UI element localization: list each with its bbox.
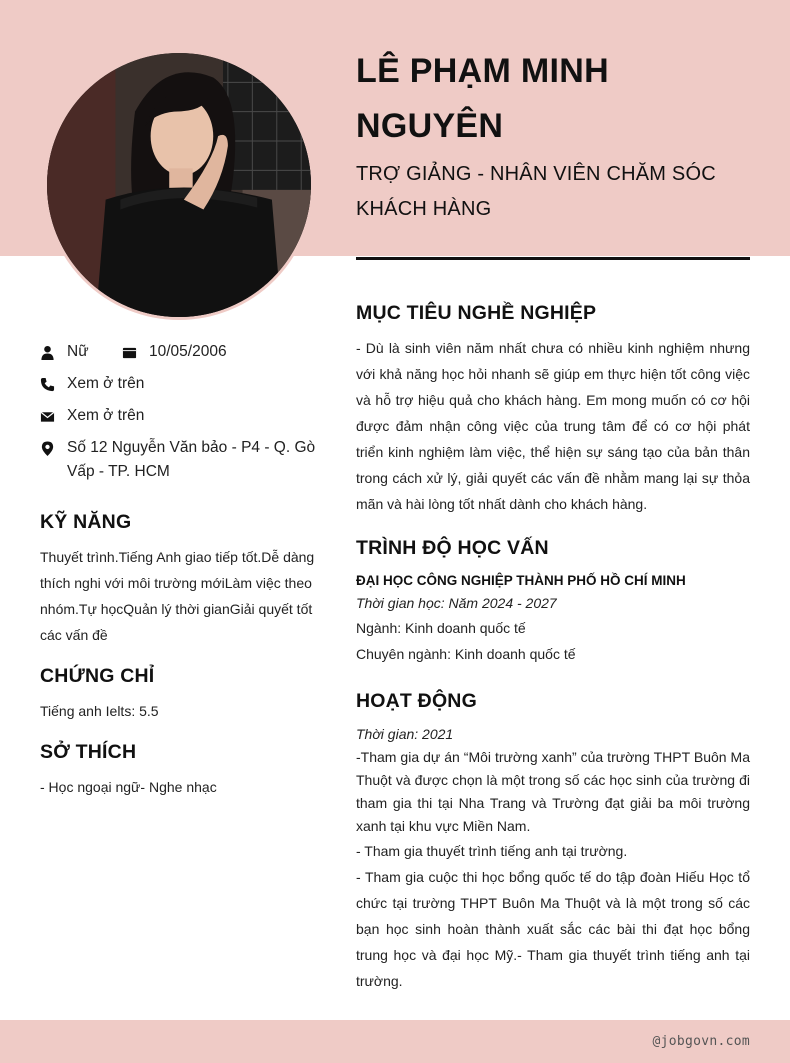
person-icon <box>38 340 56 364</box>
school-name: ĐẠI HỌC CÔNG NGHIỆP THÀNH PHỐ HỒ CHÍ MINH <box>356 573 686 588</box>
candidate-name: LÊ PHẠM MINH NGUYÊN <box>356 52 609 145</box>
hobbies-section <box>40 741 325 800</box>
certificates-title: CHỨNG CHỈ <box>40 665 155 687</box>
skills-section <box>40 511 325 648</box>
calendar-icon <box>120 340 138 364</box>
activity-item: - Tham gia cuộc thi học bổng quốc tế do tập đoàn Hiếu Học tổ chức tại trường THPT Buôn Ma Thuột và là một trong số các bạn học sinh hoàn thành xuất sắc các bài thi đạt học bổng trung học và đại học Mỹ.- Tham gia thuyết trình tiếng anh tại trường. <box>356 869 750 989</box>
location-pin-icon <box>38 436 56 460</box>
address-row <box>38 436 318 484</box>
job-title: TRỢ GIẢNG - NHÂN VIÊN CHĂM SÓC KHÁCH HÀNG <box>356 163 716 220</box>
activity-item: -Tham gia dự án “Môi trường xanh” của trường THPT Buôn Ma Thuột và được chọn là một trong số các học sinh của trường đi tham gia thi tại Nha Trang và Trường đạt giải ba môi trường xanh tại khu vực Miền Nam. <box>356 749 750 834</box>
phone-row <box>38 372 318 396</box>
footer-band <box>0 1020 790 1063</box>
hobbies-text: - Học ngoại ngữ- Nghe nhạc <box>40 779 217 795</box>
skills-title: KỸ NĂNG <box>40 511 132 533</box>
education-title: TRÌNH ĐỘ HỌC VẤN <box>356 537 549 559</box>
profile-photo <box>44 50 314 320</box>
activity-item: - Tham gia thuyết trình tiếng anh tại trường. <box>356 843 628 859</box>
phone-icon <box>38 372 56 396</box>
personal-row <box>38 340 318 364</box>
email: Xem ở trên <box>67 407 145 424</box>
contact-info <box>38 340 318 492</box>
objective-text: - Dù là sinh viên năm nhất chưa có nhiều kinh nghiệm nhưng với khả năng học hỏi nhanh sẽ giúp em thực hiện tốt công việc và hỗ trợ hiệu quả cho khách hàng. Em mong muốn có cơ hội được đảm nhận công việc của trung tâm để có cơ hội phát triển kinh nghiệm làm việc, thể hiện sự sáng tạo của bản thân trong cách xử lý, giải quyết các vấn đề nhằm mang lại sự thỏa mãn và hài lòng tốt nhất dành cho khách hàng. <box>356 340 750 512</box>
activities-title: HOẠT ĐỘNG <box>356 690 477 712</box>
certificates-section <box>40 665 325 724</box>
objective-title: MỤC TIÊU NGHỀ NGHIỆP <box>356 302 597 324</box>
title-divider <box>356 257 750 260</box>
email-row <box>38 404 318 428</box>
birthdate: 10/05/2006 <box>149 343 227 360</box>
mail-icon <box>38 404 56 428</box>
address: Số 12 Nguyễn Văn bảo - P4 - Q. Gò Vấp - TP. HCM <box>67 439 316 480</box>
certificates-text: Tiếng anh Ielts: 5.5 <box>40 703 159 719</box>
education-section <box>356 537 750 667</box>
footer-watermark: @jobgovn.com <box>652 1034 750 1049</box>
activities-section <box>356 690 750 994</box>
hobbies-title: SỞ THÍCH <box>40 741 137 763</box>
phone: Xem ở trên <box>67 375 145 392</box>
activities-period: Thời gian: 2021 <box>356 726 454 742</box>
education-specialization: Chuyên ngành: Kinh doanh quốc tế <box>356 646 576 662</box>
education-major: Ngành: Kinh doanh quốc tế <box>356 620 526 636</box>
education-period: Thời gian học: Năm 2024 - 2027 <box>356 595 557 611</box>
skills-text: Thuyết trình.Tiếng Anh giao tiếp tốt.Dễ dàng thích nghi với môi trường mớiLàm việc theo nhóm.Tự họcQuản lý thời gianGiải quyết tốt các vấn đề <box>40 549 315 643</box>
objective-section <box>356 302 750 517</box>
gender: Nữ <box>67 343 89 360</box>
